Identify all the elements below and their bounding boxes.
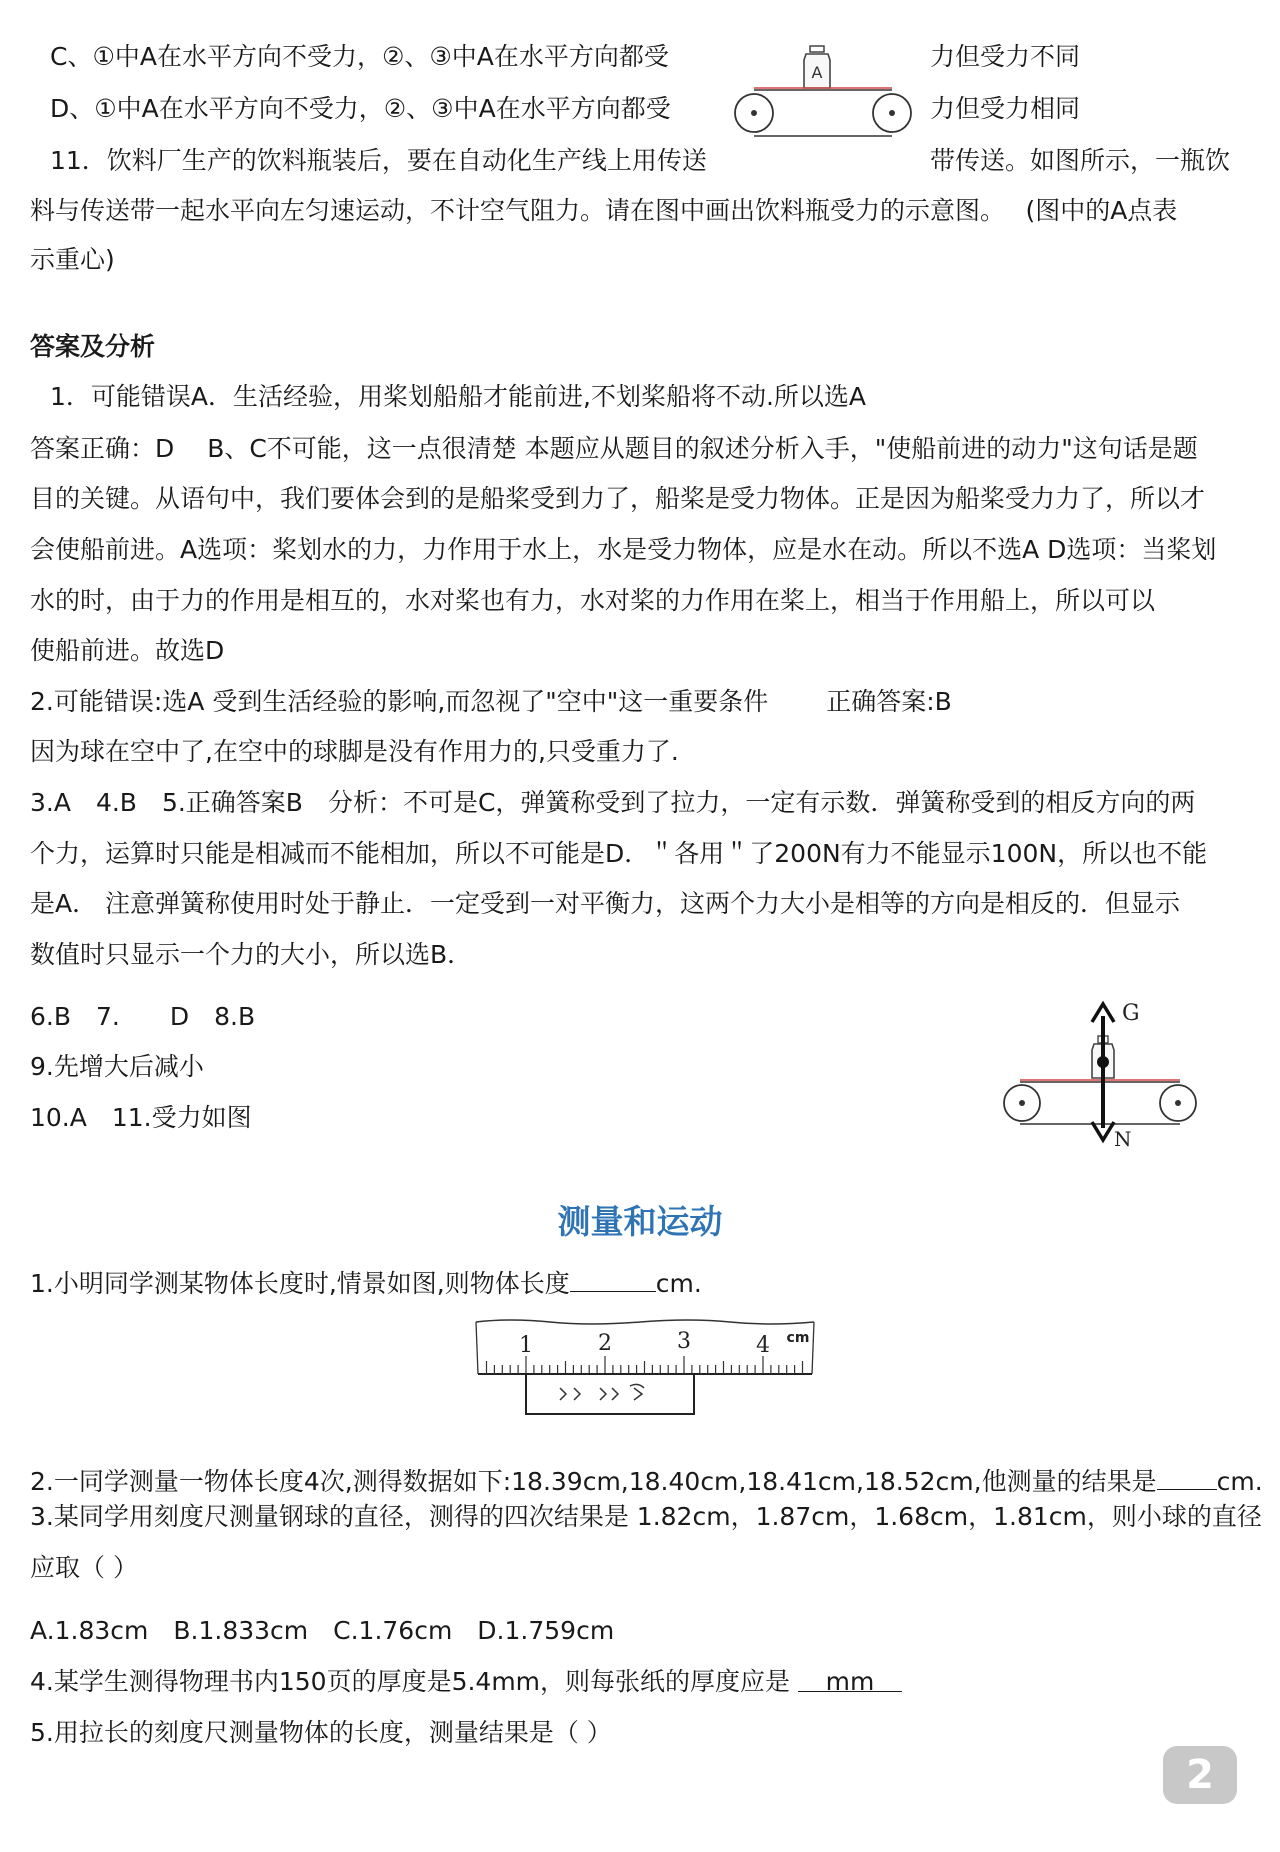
measure-question-2-unit: cm. <box>1216 1467 1263 1496</box>
ruler-numbers <box>519 1329 809 1358</box>
answer-blank[interactable] <box>798 1665 902 1696</box>
measure-question-3-line-1: 3.某同学用刻度尺测量钢球的直径，测得的四次结果是 1.82cm，1.87cm，1.68cm，1.81cm，则小球的直径 <box>30 1502 1262 1531</box>
page-number-badge: 2 <box>1163 1746 1237 1804</box>
force-n-label: N <box>1114 1127 1132 1151</box>
measure-question-4-unit: mm <box>825 1667 875 1696</box>
conveyor-belt-figure <box>732 44 912 142</box>
measure-question-3-line-2: 应取（ ） <box>30 1553 138 1582</box>
measure-question-1-text: 1.小明同学测某物体长度时,情景如图,则物体长度 <box>30 1269 570 1298</box>
option-d-text: D、①中A在水平方向不受力，②、③中A在水平方向都受 <box>50 94 671 123</box>
question-11-line-1: 11．饮料厂生产的饮料瓶装后，要在自动化生产线上用传送 <box>50 146 707 175</box>
answers-heading: 答案及分析 <box>30 332 156 361</box>
answer-3-line-3: 是A． 注意弹簧称使用时处于静止．一定受到一对平衡力，这两个力大小是相等的方向是相反的．但显示 <box>30 889 1181 918</box>
answer-1-line-1: 1．可能错误A．生活经验，用桨划船船才能前进,不划桨船将不动.所以选A <box>50 382 867 411</box>
answer-1-line-3: 目的关键。从语句中，我们要体会到的是船桨受到力了，船桨是受力物体。正是因为船桨受力力了，所以才 <box>30 484 1206 513</box>
measured-object <box>526 1374 694 1414</box>
force-g-label: G <box>1122 1001 1140 1026</box>
answer-3-line-4: 数值时只显示一个力的大小，所以选B． <box>30 940 473 969</box>
answer-blank[interactable] <box>1157 1463 1217 1490</box>
answer-1-line-4: 会使船前进。A选项：桨划水的力，力作用于水上，水是受力物体，应是水在动。所以不选A D选项：当桨划 <box>30 535 1217 564</box>
ruler-number-4: 4 <box>756 1333 770 1358</box>
answer-1-line-2: 答案正确：D B、C不可能，这一点很清楚 本题应从题目的叙述分析入手，"使船前进的动力"这句话是题 <box>30 434 1198 463</box>
ruler-figure <box>470 1318 820 1433</box>
answer-6-8: 6.B 7. D 8.B <box>30 1002 256 1031</box>
question-11-line-2: 料与传送带一起水平向左匀速运动，不计空气阻力。请在图中画出饮料瓶受力的示意图。 (图中的A点表 <box>30 196 1178 225</box>
measure-question-4 <box>30 1665 902 1699</box>
measure-question-5: 5.用拉长的刻度尺测量物体的长度，测量结果是（ ） <box>30 1718 612 1747</box>
option-c-text: C、①中A在水平方向不受力，②、③中A在水平方向都受 <box>50 42 669 71</box>
answer-2-line-2: 因为球在空中了,在空中的球脚是没有作用力的,只受重力了. <box>30 737 679 766</box>
answer-1-line-6: 使船前进。故选D <box>30 636 225 665</box>
force-diagram-figure <box>1000 1000 1200 1151</box>
option-c-text-continued: 力但受力不同 <box>930 42 1081 71</box>
measure-question-1-unit: cm. <box>655 1269 702 1298</box>
ruler-number-3: 3 <box>677 1329 691 1354</box>
measure-question-2-text: 2.一同学测量一物体长度4次,测得数据如下:18.39cm,18.40cm,18.41cm,18.52cm,他测量的结果是 <box>30 1467 1157 1496</box>
ruler-number-1: 1 <box>519 1333 533 1358</box>
measure-question-4-text: 4.某学生测得物理书内150页的厚度是5.4mm，则每张纸的厚度应是 <box>30 1667 791 1696</box>
section-title: 测量和运动 <box>557 1202 723 1241</box>
measure-question-3-options: A.1.83cm B.1.833cm C.1.76cm D.1.759cm <box>30 1616 615 1645</box>
answer-blank[interactable] <box>570 1265 656 1292</box>
ruler-unit: cm <box>786 1330 810 1346</box>
answer-3-line-2: 个力，运算时只能是相减而不能相加，所以不可能是D．＂各用＂了200N有力不能显示100N，所以也不能 <box>30 839 1208 868</box>
answer-2-line-1: 2.可能错误:选A 受到生活经验的影响,而忽视了"空中"这一重要条件 正确答案:B <box>30 687 952 716</box>
question-11-line-3: 示重心) <box>30 245 115 274</box>
answer-10-11: 10.A 11.受力如图 <box>30 1103 252 1132</box>
answer-1-line-5: 水的时，由于力的作用是相互的，水对桨也有力，水对桨的力作用在桨上，相当于作用船上，所以可以 <box>30 586 1156 615</box>
option-d-text-continued: 力但受力相同 <box>930 94 1081 123</box>
ruler-number-2: 2 <box>598 1331 612 1356</box>
answer-9: 9.先增大后减小 <box>30 1052 204 1081</box>
measure-question-1 <box>30 1265 702 1301</box>
measure-question-2 <box>30 1463 1263 1499</box>
answer-3-line-1: 3.A 4.B 5.正确答案B 分析：不可是C，弹簧称受到了拉力，一定有示数．弹簧称受到的相反方向的两 <box>30 788 1196 817</box>
question-11-line-1-continued: 带传送。如图所示，一瓶饮 <box>930 146 1231 175</box>
figure-label-a: A <box>811 63 823 82</box>
